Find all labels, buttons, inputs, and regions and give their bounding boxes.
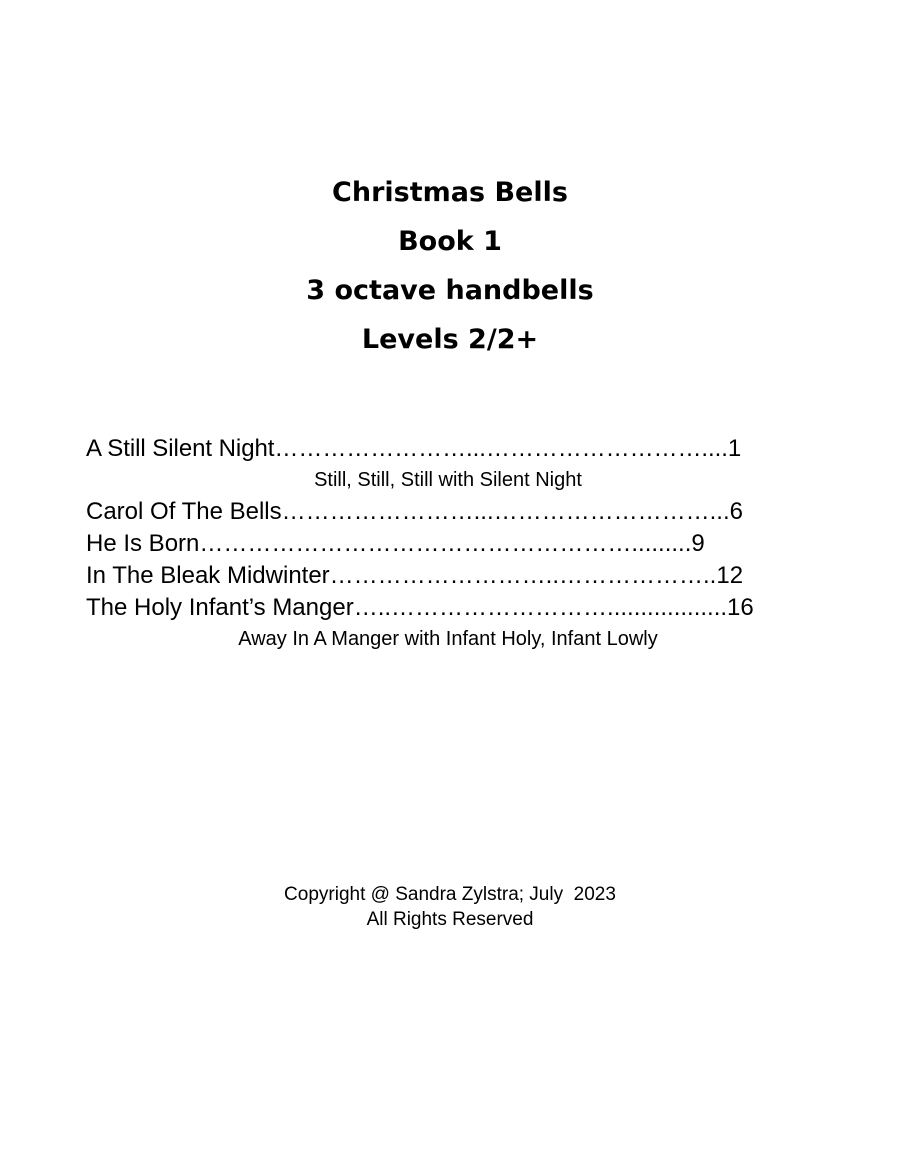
- toc-entry: In The Bleak Midwinter………………………..………………..12: [86, 562, 744, 589]
- rights-line: All Rights Reserved: [366, 909, 534, 930]
- table-of-contents: [86, 433, 810, 655]
- copyright-notice: [0, 882, 900, 932]
- instrumentation: 3 octave handbells: [306, 275, 594, 306]
- toc-entry: Carol Of The Bells……………………...………………………...6: [86, 498, 743, 525]
- toc-entry: He Is Born……………………………………………….........9: [86, 530, 705, 557]
- toc-entry: The Holy Infant’s Manger…..………………………..................16: [86, 594, 754, 621]
- toc-subtitle: Still, Still, Still with Silent Night: [314, 469, 582, 491]
- toc-subtitle: Away In A Manger with Infant Holy, Infant Lowly: [238, 628, 658, 650]
- toc-entry: A Still Silent Night……………………...………………………....1: [86, 435, 742, 462]
- copyright-line: Copyright @ Sandra Zylstra; July 2023: [284, 884, 616, 905]
- title-block: [0, 168, 900, 364]
- difficulty-level: Levels 2/2+: [361, 324, 539, 355]
- book-title: Christmas Bells: [332, 177, 568, 208]
- book-number: Book 1: [398, 226, 502, 257]
